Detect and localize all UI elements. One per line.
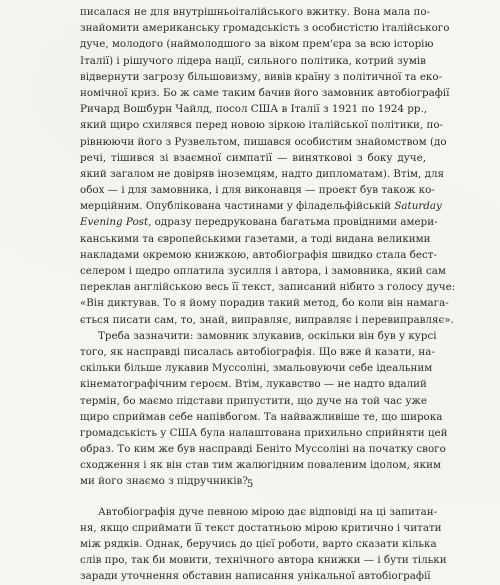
text-line: того, як насправді писалась автобіографія. Що вже й казати, на- xyxy=(80,345,435,358)
text-line: слів про, так би мовити, технічного автора книжки — і бути тільки xyxy=(80,554,447,567)
text-line: мерційним. Опублікована частинами у філадельфійській Saturday xyxy=(80,200,442,213)
text-line: ється писати сам, то, знай, виправляє, виправляє і перевиправляє». xyxy=(80,313,454,326)
text-line: Ричард Вошбурн Чайлд, посол США в Італії з 1921 по 1924 рр., xyxy=(80,103,428,116)
page-number: 5 xyxy=(246,479,254,490)
text-line: знайомити американську громадськість з особистістю італійського xyxy=(80,22,450,35)
text-line: громадськість у США була налаштована прихильно сприйняти цей xyxy=(80,426,448,439)
text-line: образ. То ким же був насправді Беніто Муссоліні на початку свого xyxy=(80,443,446,456)
body-text xyxy=(80,4,456,585)
text-line: дуче, молодого (наймолодшого за віком прем'єра за всю історію xyxy=(80,38,434,51)
text-line: Evening Post, одразу передрукована багатьма провідними амери- xyxy=(80,216,438,229)
text-line: між рядків. Однак, беручись до цієї роботи, варто сказати кілька xyxy=(80,538,437,550)
text-line: ми його знаємо з підручників? xyxy=(80,475,248,488)
text-line: писалася не для внутрішньоіталійського вжитку. Вона мала по- xyxy=(80,6,431,18)
text-line: кінематографічним героєм. Втім, лукавство — не надто вдалий xyxy=(80,378,427,391)
text-line: обох — і для замовника, і для виконавця — проект був також ко- xyxy=(80,184,435,197)
text-line: сходження і як він став тим жалюгідним поваленим ідолом, яким xyxy=(80,459,442,472)
text-line: Треба зазначити: замовник злукавив, оскільки він був у курсі xyxy=(98,329,437,342)
text-line: відвернути загрозу більшовизму, вивів країну з політичної та еко- xyxy=(80,70,443,83)
text-line: який загалом не довіряв іноземцям, надто дипломатам). Втім, для xyxy=(80,167,444,180)
text-line: заради уточнення обставин написання унікальної автобіографії xyxy=(80,570,431,583)
text-line: речі, тішився зі взаємної симпатії — винятковоі з боку дуче, xyxy=(80,151,426,164)
text-line: Автобіографія дуче певною мірою дає відповіді на ці запитан- xyxy=(98,505,438,518)
text-line: переклав англійською весь її текст, записаний нібито з голосу дуче: xyxy=(80,281,456,294)
text-line: Італії) і рішучого лідера нації, сильного політика, котрий зумів xyxy=(80,54,426,67)
text-line: щиро сприймав себе напівбогом. Та найважливіше те, що широка xyxy=(80,410,443,423)
text-line: який щиро схилявся перед новою зіркою італійської політики, по- xyxy=(80,119,444,132)
text-line: номічної криз. Бо ж саме таким бачив його замовник автобіографії xyxy=(80,86,450,99)
text-line: термін, бо маємо підстави припустити, що дуче на той час уже xyxy=(80,394,427,407)
text-line: канськими та європейськими газетами, а тоді видана великими xyxy=(80,232,431,245)
text-line: ня, якщо сприймати її текст достатньою мірою критично і читати xyxy=(80,521,442,534)
text-line: рівнюючи його з Рузвельтом, пишався особистим знайомством (до xyxy=(80,135,447,148)
paragraph-gap xyxy=(80,490,426,504)
text-line: накладами окремою книжкою, автобіографія швидко стала бест- xyxy=(80,248,437,261)
text-line: селером і щедро оплатила зусилля і автора, і замовника, який сам xyxy=(80,265,446,277)
text-line: скільки більше лукавив Муссоліні, змальовуючи себе ідеальним xyxy=(80,362,433,375)
text-line: «Він диктував. То я йому порадив такий метод, бо коли він намага- xyxy=(80,297,449,310)
